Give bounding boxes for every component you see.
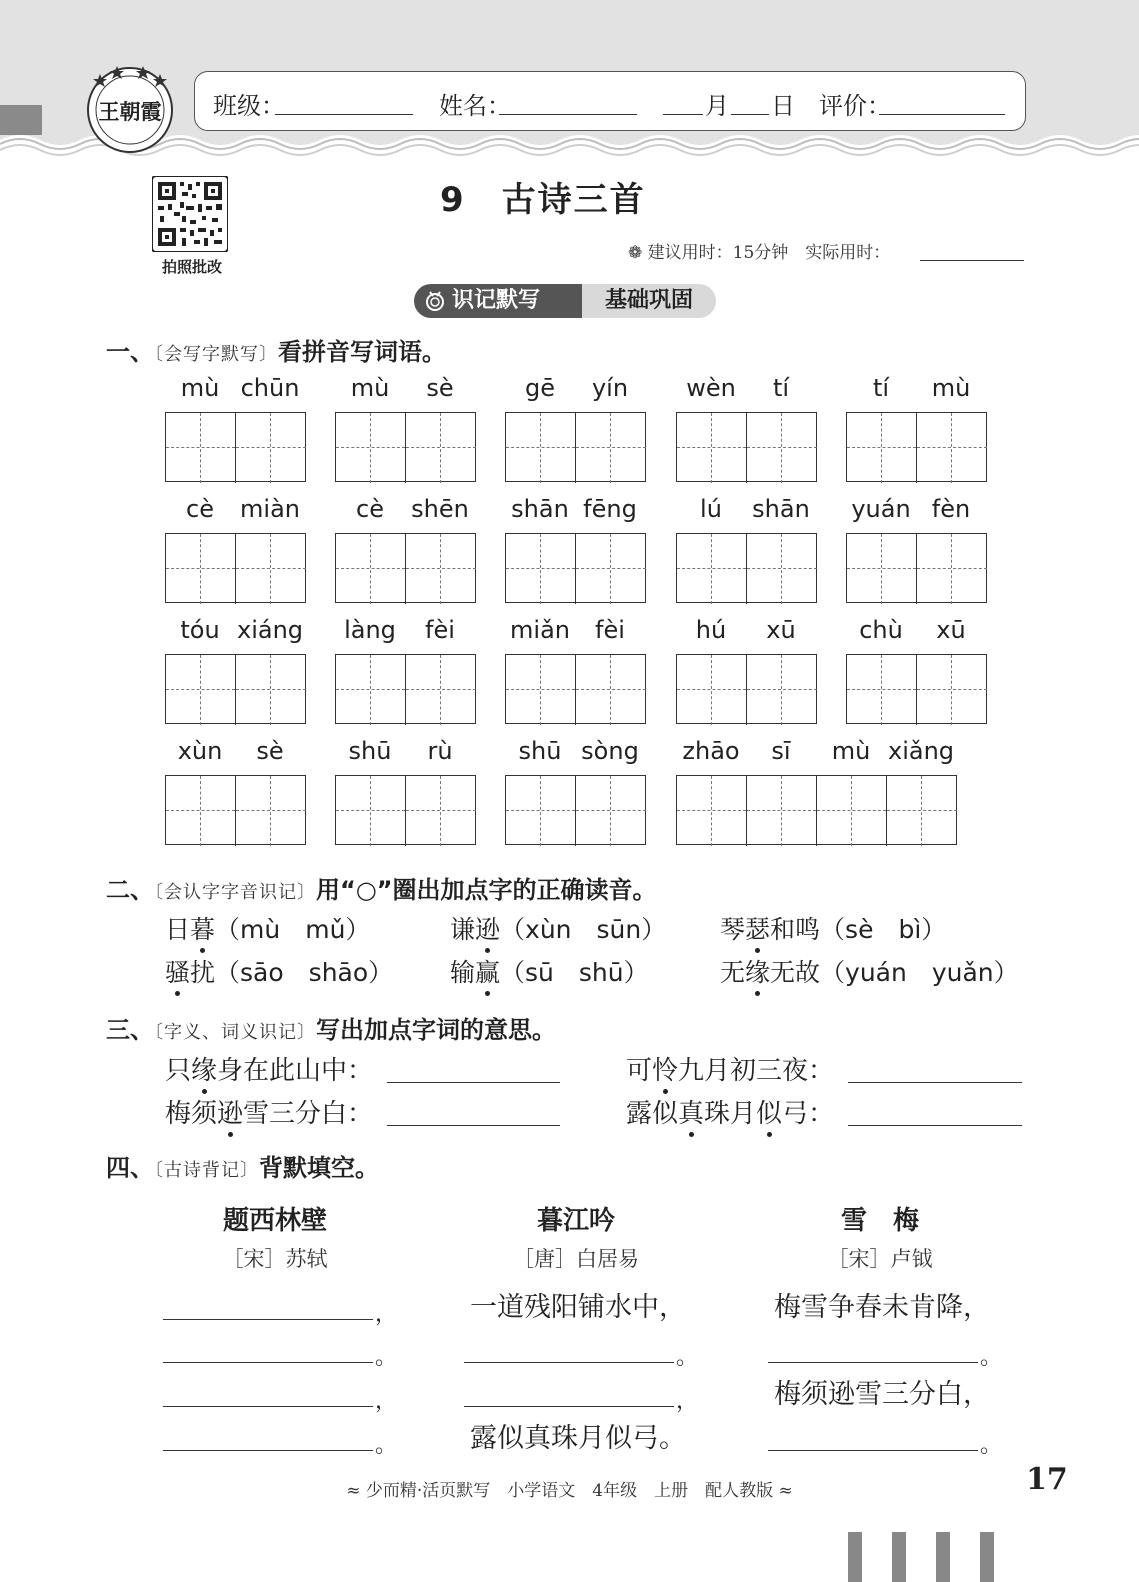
q3-number: 三、 bbox=[106, 1016, 154, 1044]
medal-icon bbox=[424, 290, 446, 312]
grid-guide bbox=[781, 534, 782, 604]
grid-cell[interactable] bbox=[847, 534, 917, 604]
grid-guide bbox=[576, 447, 646, 448]
q4-heading bbox=[106, 1148, 379, 1183]
dotted-character: 赢 bbox=[475, 953, 500, 989]
poem-answer-line[interactable] bbox=[163, 1450, 373, 1451]
wave-icon: ≈ bbox=[346, 1481, 361, 1501]
pinyin-label: xū bbox=[936, 616, 966, 644]
punctuation: ， bbox=[676, 1389, 699, 1414]
grid-guide bbox=[747, 447, 817, 448]
grid-guide bbox=[540, 655, 541, 725]
grid-cell[interactable] bbox=[506, 534, 576, 604]
item-text: 梅须 bbox=[165, 1099, 218, 1129]
pinyin-label: tí bbox=[872, 374, 890, 402]
grid-guide bbox=[440, 655, 441, 725]
item-text: 谦 bbox=[450, 915, 476, 944]
writing-grid[interactable] bbox=[165, 654, 306, 724]
grid-cell[interactable] bbox=[406, 534, 476, 604]
dotted-character: 似 bbox=[756, 1093, 782, 1130]
poem-answer-line[interactable] bbox=[464, 1362, 674, 1363]
grid-guide bbox=[200, 534, 201, 604]
class-field[interactable] bbox=[275, 114, 413, 115]
pinyin-label: mù bbox=[931, 374, 971, 402]
grid-guide bbox=[370, 413, 371, 483]
grid-guide bbox=[711, 534, 712, 604]
q1-bracket: 〔会写字默写〕 bbox=[154, 344, 278, 365]
class-label: 班级： bbox=[213, 92, 285, 120]
grid-cell[interactable] bbox=[336, 534, 406, 604]
grid-cell[interactable] bbox=[917, 413, 987, 483]
poem-answer-line[interactable] bbox=[163, 1362, 373, 1363]
writing-grid[interactable] bbox=[846, 412, 987, 482]
name-label: 姓名： bbox=[439, 92, 511, 120]
grid-cell[interactable] bbox=[747, 534, 817, 604]
poem-author: ［宋］苏轼 bbox=[222, 1247, 328, 1271]
grid-guide bbox=[917, 689, 987, 690]
grid-guide bbox=[236, 810, 306, 811]
dotted-character: 暮 bbox=[190, 910, 215, 946]
pinyin-label: cè bbox=[186, 495, 214, 523]
answer-line[interactable] bbox=[848, 1082, 1022, 1083]
item-text: 身在此山中： bbox=[217, 1056, 374, 1086]
grid-guide bbox=[406, 810, 476, 811]
time-hint bbox=[628, 238, 890, 263]
poem-title: 题西林壁 bbox=[222, 1206, 327, 1236]
poem-answer-line[interactable] bbox=[768, 1450, 978, 1451]
punctuation: 。 bbox=[375, 1433, 398, 1458]
eval-label: 评价： bbox=[819, 92, 891, 120]
q2-heading bbox=[106, 870, 657, 905]
grid-cell[interactable] bbox=[747, 776, 817, 846]
pinyin-label: sè bbox=[426, 374, 454, 402]
pinyin-label: shū bbox=[518, 737, 562, 765]
grid-guide bbox=[200, 413, 201, 483]
eval-field[interactable] bbox=[879, 114, 1005, 115]
pinyin-label: hú bbox=[695, 616, 727, 644]
pinyin-options[interactable]: （sū shū） bbox=[500, 958, 649, 987]
pronunciation-item bbox=[165, 910, 370, 946]
grid-guide bbox=[781, 413, 782, 483]
item-text: 弓： bbox=[782, 1099, 835, 1129]
grid-guide bbox=[781, 776, 782, 846]
grid-cell[interactable] bbox=[917, 534, 987, 604]
grid-guide bbox=[576, 689, 646, 690]
pinyin-label: shēn bbox=[411, 495, 469, 523]
grid-guide bbox=[887, 810, 957, 811]
punctuation: 。 bbox=[980, 1345, 1003, 1370]
writing-grid[interactable] bbox=[335, 654, 476, 724]
bottom-bars-decoration bbox=[846, 1530, 1006, 1582]
flower-icon: ❁ bbox=[628, 243, 643, 263]
day-label: 日 bbox=[771, 92, 795, 120]
item-text: 日 bbox=[165, 915, 191, 944]
item-text: 雪三分白： bbox=[243, 1099, 374, 1129]
pinyin-label: chù bbox=[859, 616, 903, 644]
grid-cell[interactable] bbox=[847, 413, 917, 483]
pinyin-label: lú bbox=[700, 495, 722, 523]
grid-guide bbox=[440, 534, 441, 604]
grid-guide bbox=[951, 413, 952, 483]
item-text: 无 bbox=[720, 958, 746, 987]
grid-guide bbox=[540, 776, 541, 846]
writing-grid[interactable] bbox=[505, 412, 646, 482]
poem-answer-line[interactable] bbox=[163, 1406, 373, 1407]
punctuation: ， bbox=[375, 1389, 398, 1414]
grid-cell[interactable] bbox=[166, 413, 236, 483]
pinyin-label: fèi bbox=[425, 616, 455, 644]
grid-guide bbox=[370, 776, 371, 846]
pinyin-label: mù bbox=[180, 374, 220, 402]
grid-cell[interactable] bbox=[847, 655, 917, 725]
grid-cell[interactable] bbox=[677, 776, 747, 846]
q4-bracket: 〔古诗背记〕 bbox=[154, 1160, 259, 1181]
q1-heading bbox=[106, 332, 446, 367]
pinyin-options[interactable]: （xùn sūn） bbox=[500, 915, 667, 944]
meaning-item bbox=[165, 1050, 373, 1087]
dotted-character: 逊 bbox=[217, 1093, 243, 1130]
writing-grid[interactable] bbox=[335, 412, 476, 482]
grid-cell[interactable] bbox=[336, 413, 406, 483]
pinyin-label: xùn bbox=[177, 737, 223, 765]
logo-text: 王朝霞 bbox=[98, 99, 162, 124]
wave-icon: ≈ bbox=[778, 1481, 793, 1501]
grid-guide bbox=[781, 655, 782, 725]
q2-bracket: 〔会认字字音识记〕 bbox=[154, 882, 316, 903]
poem-line: 梅雪争春未肯降， bbox=[774, 1292, 990, 1323]
grid-cell[interactable] bbox=[236, 413, 306, 483]
pinyin-label: xiáng bbox=[236, 616, 304, 644]
grid-guide bbox=[747, 568, 817, 569]
poem-line: 露似真珠月似弓。 bbox=[470, 1423, 686, 1454]
writing-grid[interactable] bbox=[335, 775, 476, 845]
grid-cell[interactable] bbox=[506, 413, 576, 483]
writing-grid[interactable] bbox=[846, 654, 987, 724]
poem-author: ［宋］卢钺 bbox=[827, 1247, 933, 1271]
grid-guide bbox=[406, 568, 476, 569]
grid-guide bbox=[747, 689, 817, 690]
answer-line[interactable] bbox=[848, 1125, 1022, 1126]
grid-cell[interactable] bbox=[677, 655, 747, 725]
grid-guide bbox=[921, 776, 922, 846]
writing-grid[interactable] bbox=[165, 412, 306, 482]
pinyin-options[interactable]: （yuán yuǎn） bbox=[820, 958, 1019, 987]
poem-answer-line[interactable] bbox=[464, 1406, 674, 1407]
pronunciation-item bbox=[720, 910, 946, 946]
grid-cell[interactable] bbox=[576, 655, 646, 725]
pinyin-label: sè bbox=[256, 737, 284, 765]
pronunciation-item bbox=[450, 910, 666, 946]
grid-cell[interactable] bbox=[576, 776, 646, 846]
item-text: 琴 bbox=[720, 915, 746, 944]
poem-title: 雪 梅 bbox=[840, 1206, 919, 1236]
item-text: 可 bbox=[626, 1056, 653, 1086]
q3-bracket: 〔字义、词义识记〕 bbox=[154, 1022, 316, 1043]
grid-cell[interactable] bbox=[166, 534, 236, 604]
pinyin-label: sī bbox=[771, 737, 791, 765]
pronunciation-item bbox=[450, 953, 649, 989]
writing-grid[interactable] bbox=[846, 533, 987, 603]
grid-cell[interactable] bbox=[166, 655, 236, 725]
item-text: 无故 bbox=[770, 958, 821, 987]
grid-guide bbox=[440, 776, 441, 846]
grid-guide bbox=[200, 655, 201, 725]
actual-time-field[interactable] bbox=[920, 260, 1024, 261]
grid-cell[interactable] bbox=[236, 534, 306, 604]
grid-guide bbox=[881, 413, 882, 483]
grid-guide bbox=[540, 413, 541, 483]
grid-cell[interactable] bbox=[236, 655, 306, 725]
grid-cell[interactable] bbox=[506, 655, 576, 725]
writing-grid[interactable] bbox=[676, 654, 817, 724]
dotted-character: 缘 bbox=[191, 1050, 217, 1087]
poem-line: 一道残阳铺水中， bbox=[470, 1292, 686, 1323]
left-edge-tab bbox=[0, 105, 42, 135]
pinyin-label: miǎn bbox=[510, 616, 570, 644]
student-info-box bbox=[194, 71, 1026, 131]
pinyin-label: tóu bbox=[180, 616, 220, 644]
grid-guide bbox=[270, 413, 271, 483]
dotted-character: 骚 bbox=[165, 953, 190, 989]
grid-guide bbox=[881, 655, 882, 725]
writing-grid[interactable] bbox=[676, 412, 817, 482]
grid-cell[interactable] bbox=[406, 655, 476, 725]
punctuation: 。 bbox=[980, 1433, 1003, 1458]
grid-cell[interactable] bbox=[747, 655, 817, 725]
grid-guide bbox=[951, 534, 952, 604]
pinyin-label: yín bbox=[591, 374, 629, 402]
pinyin-options[interactable]: （mù mǔ） bbox=[215, 915, 371, 944]
item-text: 只 bbox=[165, 1056, 192, 1086]
q4-prompt: 背默填空。 bbox=[259, 1154, 379, 1182]
footer bbox=[0, 1476, 1139, 1501]
grid-guide bbox=[406, 689, 476, 690]
writing-grid[interactable] bbox=[165, 775, 306, 845]
grid-cell[interactable] bbox=[236, 776, 306, 846]
dotted-character: 怜 bbox=[652, 1050, 678, 1087]
pinyin-label: mù bbox=[350, 374, 390, 402]
writing-grid[interactable] bbox=[165, 533, 306, 603]
answer-line[interactable] bbox=[387, 1125, 560, 1126]
punctuation: 。 bbox=[375, 1345, 398, 1370]
grid-guide bbox=[881, 534, 882, 604]
pinyin-label: zhāo bbox=[682, 737, 740, 765]
grid-cell[interactable] bbox=[747, 413, 817, 483]
pinyin-label: fèi bbox=[595, 616, 625, 644]
poem-answer-line[interactable] bbox=[163, 1319, 373, 1320]
footer-text: 少而精·活页默写 小学语文 4年级 上册 配人教版 bbox=[365, 1481, 774, 1501]
page-title: 9 古诗三首 bbox=[440, 180, 646, 220]
pinyin-label: sòng bbox=[581, 737, 639, 765]
grid-cell[interactable] bbox=[887, 776, 957, 846]
item-text: 珠月 bbox=[704, 1099, 757, 1129]
pinyin-label: mù bbox=[831, 737, 871, 765]
grid-guide bbox=[951, 655, 952, 725]
dotted-character: 真 bbox=[678, 1093, 704, 1130]
time-hint-text: 建议用时：15分钟 实际用时： bbox=[647, 243, 891, 263]
q4-number: 四、 bbox=[106, 1154, 154, 1182]
grid-guide bbox=[370, 655, 371, 725]
grid-guide bbox=[270, 655, 271, 725]
brand-logo bbox=[84, 62, 176, 154]
page-number: 17 bbox=[1026, 1462, 1068, 1497]
item-text: 扰 bbox=[190, 958, 216, 987]
grid-guide bbox=[610, 413, 611, 483]
grid-cell[interactable] bbox=[576, 534, 646, 604]
section-tag-left-label: 识记默写 bbox=[452, 288, 541, 313]
q1-prompt: 看拼音写词语。 bbox=[278, 338, 446, 366]
poem-line: 梅须逊雪三分白， bbox=[774, 1379, 990, 1410]
grid-guide bbox=[236, 689, 306, 690]
day-field[interactable] bbox=[731, 114, 769, 115]
grid-guide bbox=[711, 776, 712, 846]
grid-guide bbox=[610, 655, 611, 725]
q2-number: 二、 bbox=[106, 876, 154, 904]
poem-author: ［唐］白居易 bbox=[513, 1247, 639, 1271]
grid-guide bbox=[711, 413, 712, 483]
pinyin-label: xiǎng bbox=[887, 737, 955, 765]
grid-cell[interactable] bbox=[506, 776, 576, 846]
grid-cell[interactable] bbox=[336, 655, 406, 725]
grid-cell[interactable] bbox=[576, 413, 646, 483]
grid-guide bbox=[610, 534, 611, 604]
writing-grid[interactable] bbox=[505, 533, 646, 603]
answer-line[interactable] bbox=[387, 1082, 560, 1083]
grid-cell[interactable] bbox=[917, 655, 987, 725]
grid-guide bbox=[200, 776, 201, 846]
pinyin-label: wèn bbox=[686, 374, 736, 402]
item-text: 露似 bbox=[626, 1099, 679, 1129]
grid-cell[interactable] bbox=[166, 776, 236, 846]
dotted-character: 缘 bbox=[745, 953, 770, 989]
pinyin-label: yuán bbox=[851, 495, 911, 523]
pronunciation-item bbox=[720, 953, 1019, 989]
grid-cell[interactable] bbox=[817, 776, 887, 846]
item-text: 和鸣 bbox=[770, 915, 821, 944]
grid-guide bbox=[711, 655, 712, 725]
writing-grid[interactable] bbox=[676, 775, 957, 845]
poem-title: 暮江吟 bbox=[536, 1206, 615, 1236]
writing-grid[interactable] bbox=[335, 533, 476, 603]
dotted-character: 瑟 bbox=[745, 910, 770, 946]
grid-guide bbox=[576, 810, 646, 811]
pinyin-options[interactable]: （sāo shāo） bbox=[215, 958, 394, 987]
writing-grid[interactable] bbox=[505, 654, 646, 724]
q3-prompt: 写出加点字词的意思。 bbox=[316, 1016, 556, 1044]
meaning-item bbox=[165, 1093, 373, 1130]
q2-prompt: 用“○”圈出加点字的正确读音。 bbox=[316, 876, 657, 904]
grid-cell[interactable] bbox=[406, 776, 476, 846]
pinyin-label: tí bbox=[772, 374, 790, 402]
writing-grid[interactable] bbox=[505, 775, 646, 845]
pinyin-label: shān bbox=[511, 495, 569, 523]
pinyin-label: chūn bbox=[240, 374, 300, 402]
pinyin-label: xū bbox=[766, 616, 796, 644]
grid-guide bbox=[370, 534, 371, 604]
grid-guide bbox=[917, 447, 987, 448]
grid-guide bbox=[851, 776, 852, 846]
pinyin-label: làng bbox=[344, 616, 396, 644]
item-text: 九月初三夜： bbox=[678, 1056, 835, 1086]
pinyin-label: gē bbox=[525, 374, 555, 402]
grid-guide bbox=[440, 413, 441, 483]
q3-heading bbox=[106, 1010, 556, 1045]
grid-cell[interactable] bbox=[677, 413, 747, 483]
grid-guide bbox=[540, 534, 541, 604]
grid-guide bbox=[236, 447, 306, 448]
punctuation: 。 bbox=[676, 1345, 699, 1370]
month-label: 月 bbox=[705, 92, 729, 120]
grid-guide bbox=[576, 568, 646, 569]
qr-code[interactable] bbox=[152, 176, 228, 252]
grid-cell[interactable] bbox=[677, 534, 747, 604]
q1-number: 一、 bbox=[106, 338, 154, 366]
item-text: 输 bbox=[450, 958, 476, 987]
grid-guide bbox=[610, 776, 611, 846]
grid-guide bbox=[236, 568, 306, 569]
grid-cell[interactable] bbox=[406, 413, 476, 483]
pronunciation-item bbox=[165, 953, 393, 989]
pinyin-label: shān bbox=[752, 495, 810, 523]
grid-guide bbox=[917, 568, 987, 569]
grid-guide bbox=[406, 447, 476, 448]
pinyin-options[interactable]: （sè bì） bbox=[820, 915, 947, 944]
pinyin-label: shū bbox=[348, 737, 392, 765]
pinyin-label: fèn bbox=[931, 495, 971, 523]
section-tag-consolidate: 基础巩固 bbox=[582, 284, 716, 318]
writing-grid[interactable] bbox=[676, 533, 817, 603]
pinyin-label: miàn bbox=[240, 495, 300, 523]
grid-guide bbox=[270, 776, 271, 846]
month-field[interactable] bbox=[663, 114, 703, 115]
poem-answer-line[interactable] bbox=[768, 1362, 978, 1363]
punctuation: ， bbox=[375, 1302, 398, 1327]
dotted-character: 逊 bbox=[475, 910, 500, 946]
grid-guide bbox=[270, 534, 271, 604]
pinyin-label: fēng bbox=[583, 495, 637, 523]
grid-cell[interactable] bbox=[336, 776, 406, 846]
meaning-item bbox=[626, 1050, 834, 1087]
meaning-item bbox=[626, 1093, 834, 1130]
pinyin-label: cè bbox=[356, 495, 384, 523]
pinyin-label: rù bbox=[427, 737, 453, 765]
section-tag-recite bbox=[414, 284, 582, 318]
qr-caption: 拍照批改 bbox=[161, 258, 222, 276]
name-field[interactable] bbox=[499, 114, 637, 115]
